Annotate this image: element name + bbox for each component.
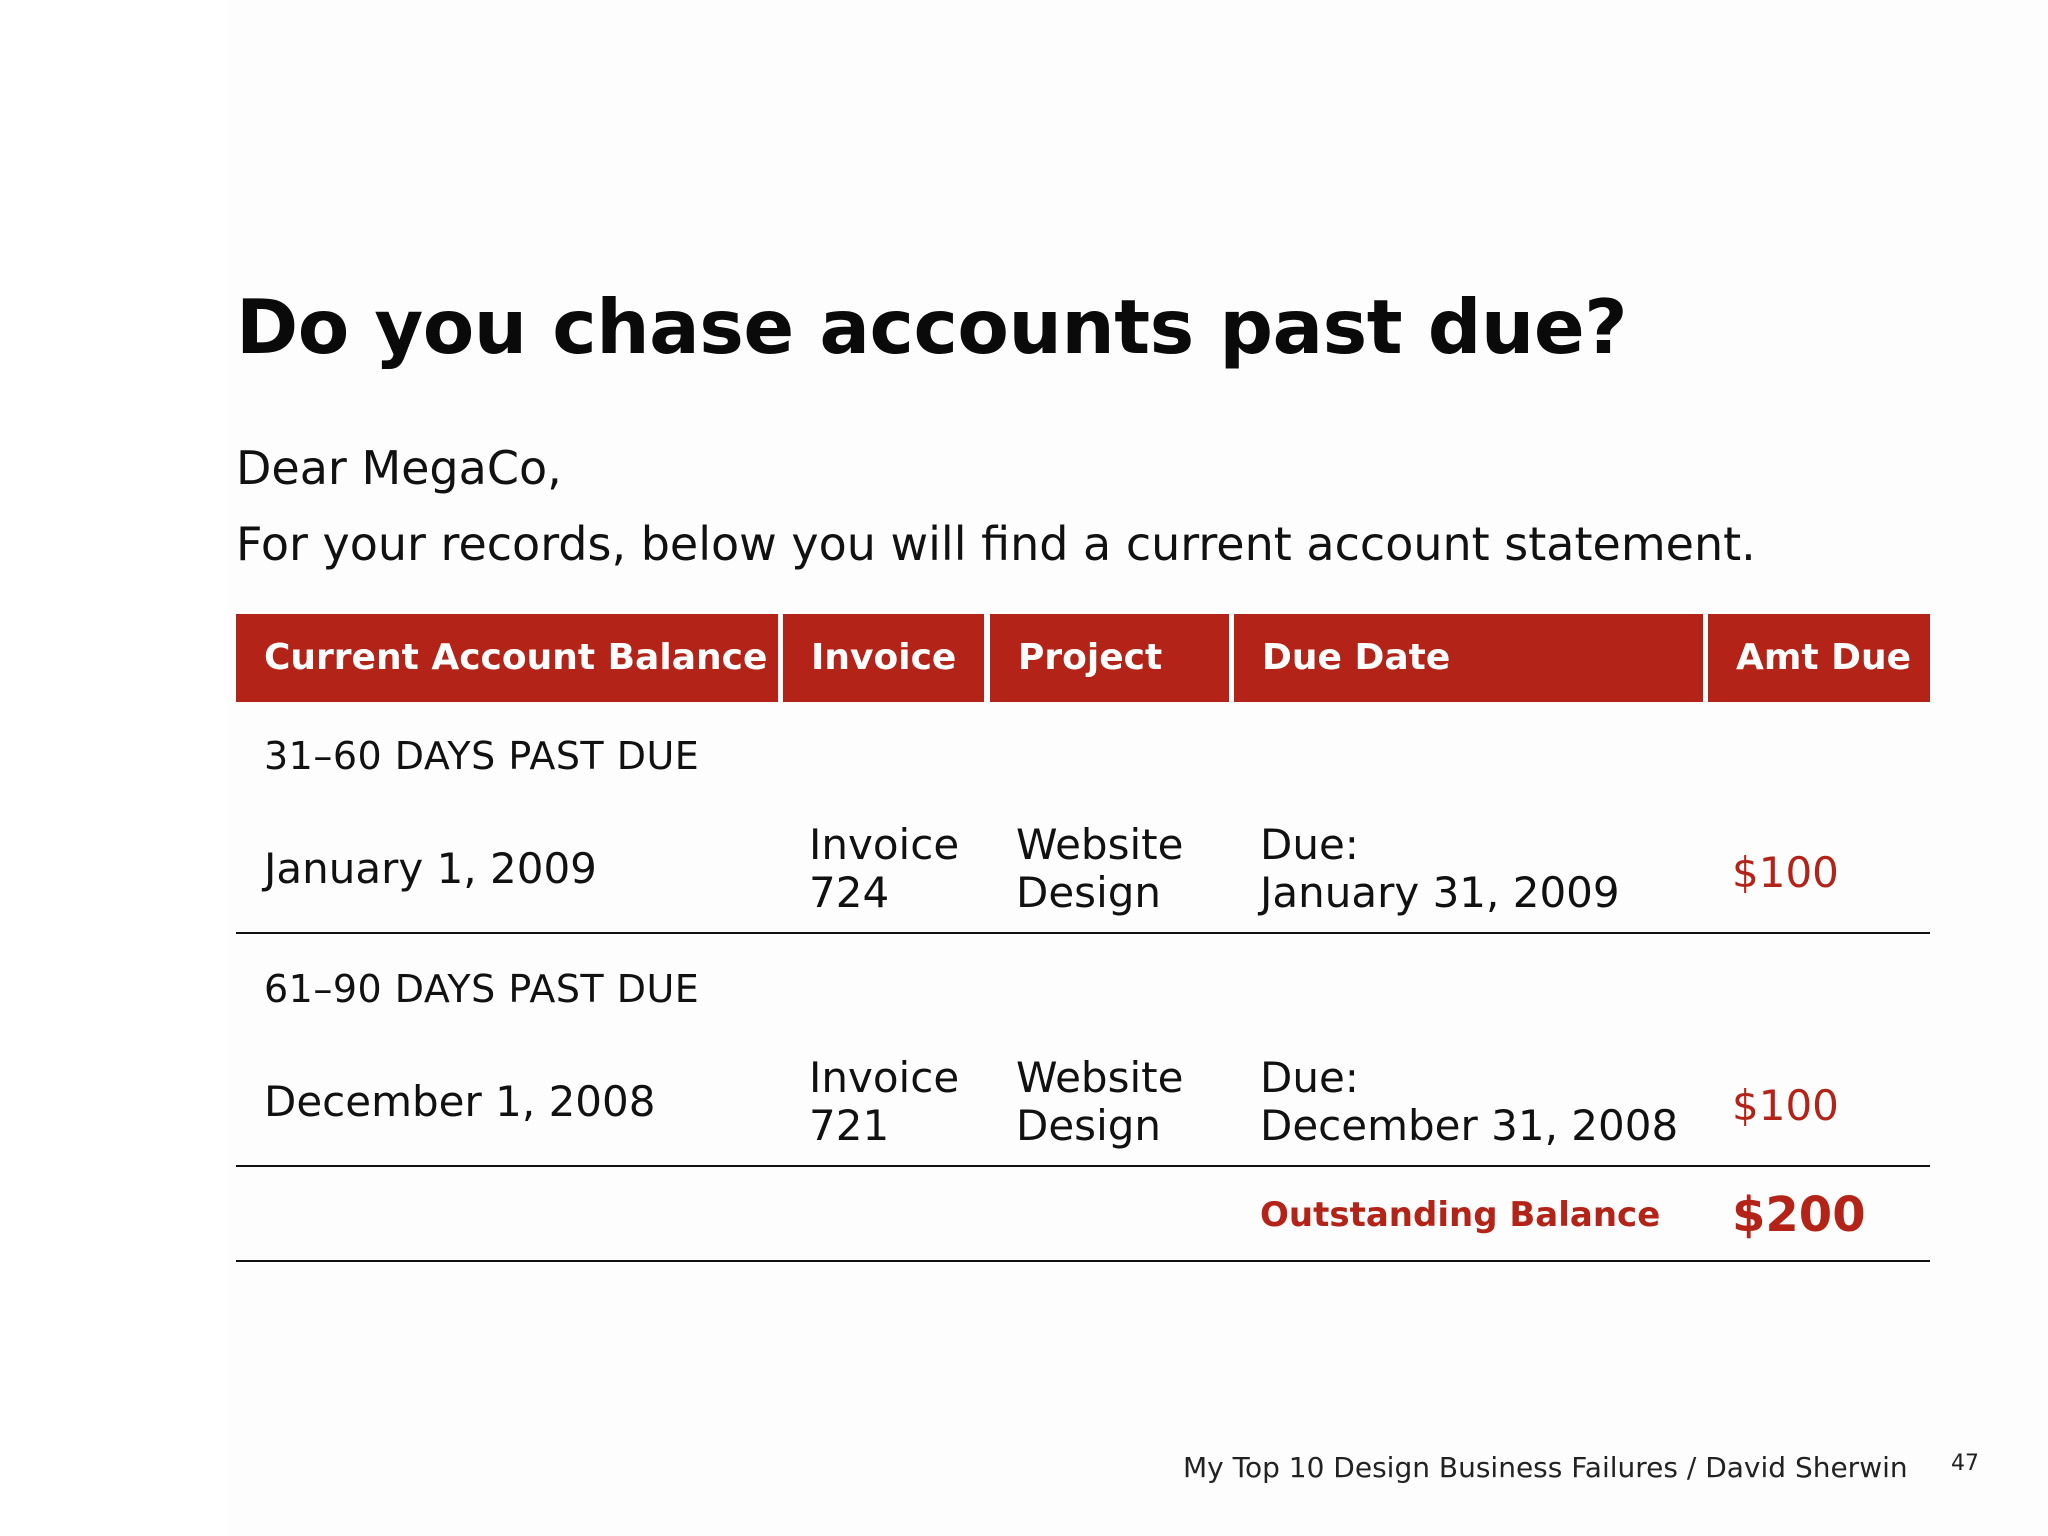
header-due-date: Due Date <box>1234 614 1703 702</box>
row-amount-due: $100 <box>1732 1081 1839 1130</box>
row-invoice-label: Invoice <box>809 1053 960 1102</box>
row-divider <box>236 1165 1930 1167</box>
letter-greeting: Dear MegaCo, <box>236 441 562 495</box>
header-project: Project <box>990 614 1229 702</box>
slide-title: Do you chase accounts past due? <box>236 283 1628 371</box>
row-invoice-number: 721 <box>809 1101 890 1150</box>
footer-deck-title: My Top 10 Design Business Failures / David Sherwin <box>1183 1451 1908 1484</box>
table-bottom-rule <box>236 1260 1930 1262</box>
header-amt-due: Amt Due <box>1708 614 1930 702</box>
row-invoice-number: 724 <box>809 868 890 917</box>
row-invoice-label: Invoice <box>809 820 960 869</box>
row-due-label: Due: <box>1260 820 1359 869</box>
row-due-date: December 31, 2008 <box>1260 1101 1679 1150</box>
row-due-date: January 31, 2009 <box>1260 868 1620 917</box>
letter-intro: For your records, below you will find a current account statement. <box>236 517 1756 571</box>
header-invoice: Invoice <box>783 614 984 702</box>
header-current-account-balance: Current Account Balance <box>236 614 778 702</box>
table-header-row <box>236 614 1930 702</box>
account-statement-table <box>236 614 1930 1243</box>
row-project-line2: Design <box>1016 868 1162 917</box>
page-number: 47 <box>1951 1451 1979 1476</box>
outstanding-balance-value: $200 <box>1732 1187 1866 1243</box>
outstanding-balance-label: Outstanding Balance <box>1260 1195 1661 1235</box>
row-due-label: Due: <box>1260 1053 1359 1102</box>
row-divider <box>236 932 1930 934</box>
row-amount-due: $100 <box>1732 848 1839 897</box>
group-label-31-60: 31–60 DAYS PAST DUE <box>264 734 700 778</box>
group-label-61-90: 61–90 DAYS PAST DUE <box>264 967 700 1011</box>
row-project-line2: Design <box>1016 1101 1162 1150</box>
row-project-line1: Website <box>1016 820 1184 869</box>
row-project-line1: Website <box>1016 1053 1184 1102</box>
row-date: January 1, 2009 <box>264 844 597 893</box>
row-date: December 1, 2008 <box>264 1077 656 1126</box>
